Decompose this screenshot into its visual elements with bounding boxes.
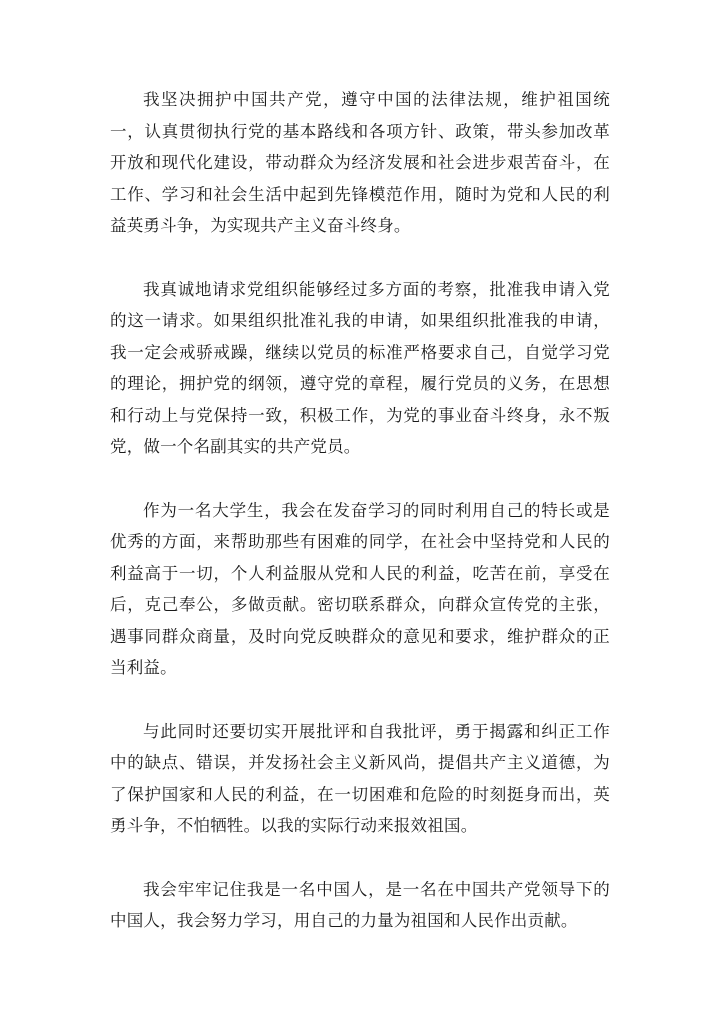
- paragraph-5: 我会牢牢记住我是一名中国人，是一名在中国共产党领导下的中国人，我会努力学习，用自己的力量为祖国和人民作出贡献。: [110, 879, 610, 930]
- paragraph-3: 作为一名大学生，我会在发奋学习的同时利用自己的特长或是优秀的方面，来帮助那些有困难的同学，在社会中坚持党和人民的利益高于一切，个人利益服从党和人民的利益，吃苦在前，享受在后，克己奉公，多做贡献。密切联系群众，向群众宣传党的主张，遇事同群众商量，及时向党反映群众的意见和要求，维护群众的正当利益。: [110, 500, 610, 677]
- paragraph-4: 与此同时还要切实开展批评和自我批评，勇于揭露和纠正工作中的缺点、错误，并发扬社会主义新风尚，提倡共产主义道德，为了保护国家和人民的利益，在一切困难和危险的时刻挺身而出，英勇斗争，不怕牺牲。以我的实际行动来报效祖国。: [110, 721, 610, 835]
- paragraph-1: 我坚决拥护中国共产党，遵守中国的法律法规，维护祖国统一，认真贯彻执行党的基本路线和各项方针、政策，带头参加改革开放和现代化建设，带动群众为经济发展和社会进步艰苦奋斗，在工作、学习和社会生活中起到先锋模范作用，随时为党和人民的利益英勇斗争，为实现共产主义奋斗终身。: [110, 90, 610, 235]
- paragraph-2: 我真诚地请求党组织能够经过多方面的考察，批准我申请入党的这一请求。如果组织批准礼我的申请，如果组织批准我的申请，我一定会戒骄戒躁，继续以党员的标准严格要求自己，自觉学习党的理论，拥护党的纲领，遵守党的章程，履行党员的义务，在思想和行动上与党保持一致，积极工作，为党的事业奋斗终身，永不叛党，做一个名副其实的共产党员。: [110, 279, 610, 456]
